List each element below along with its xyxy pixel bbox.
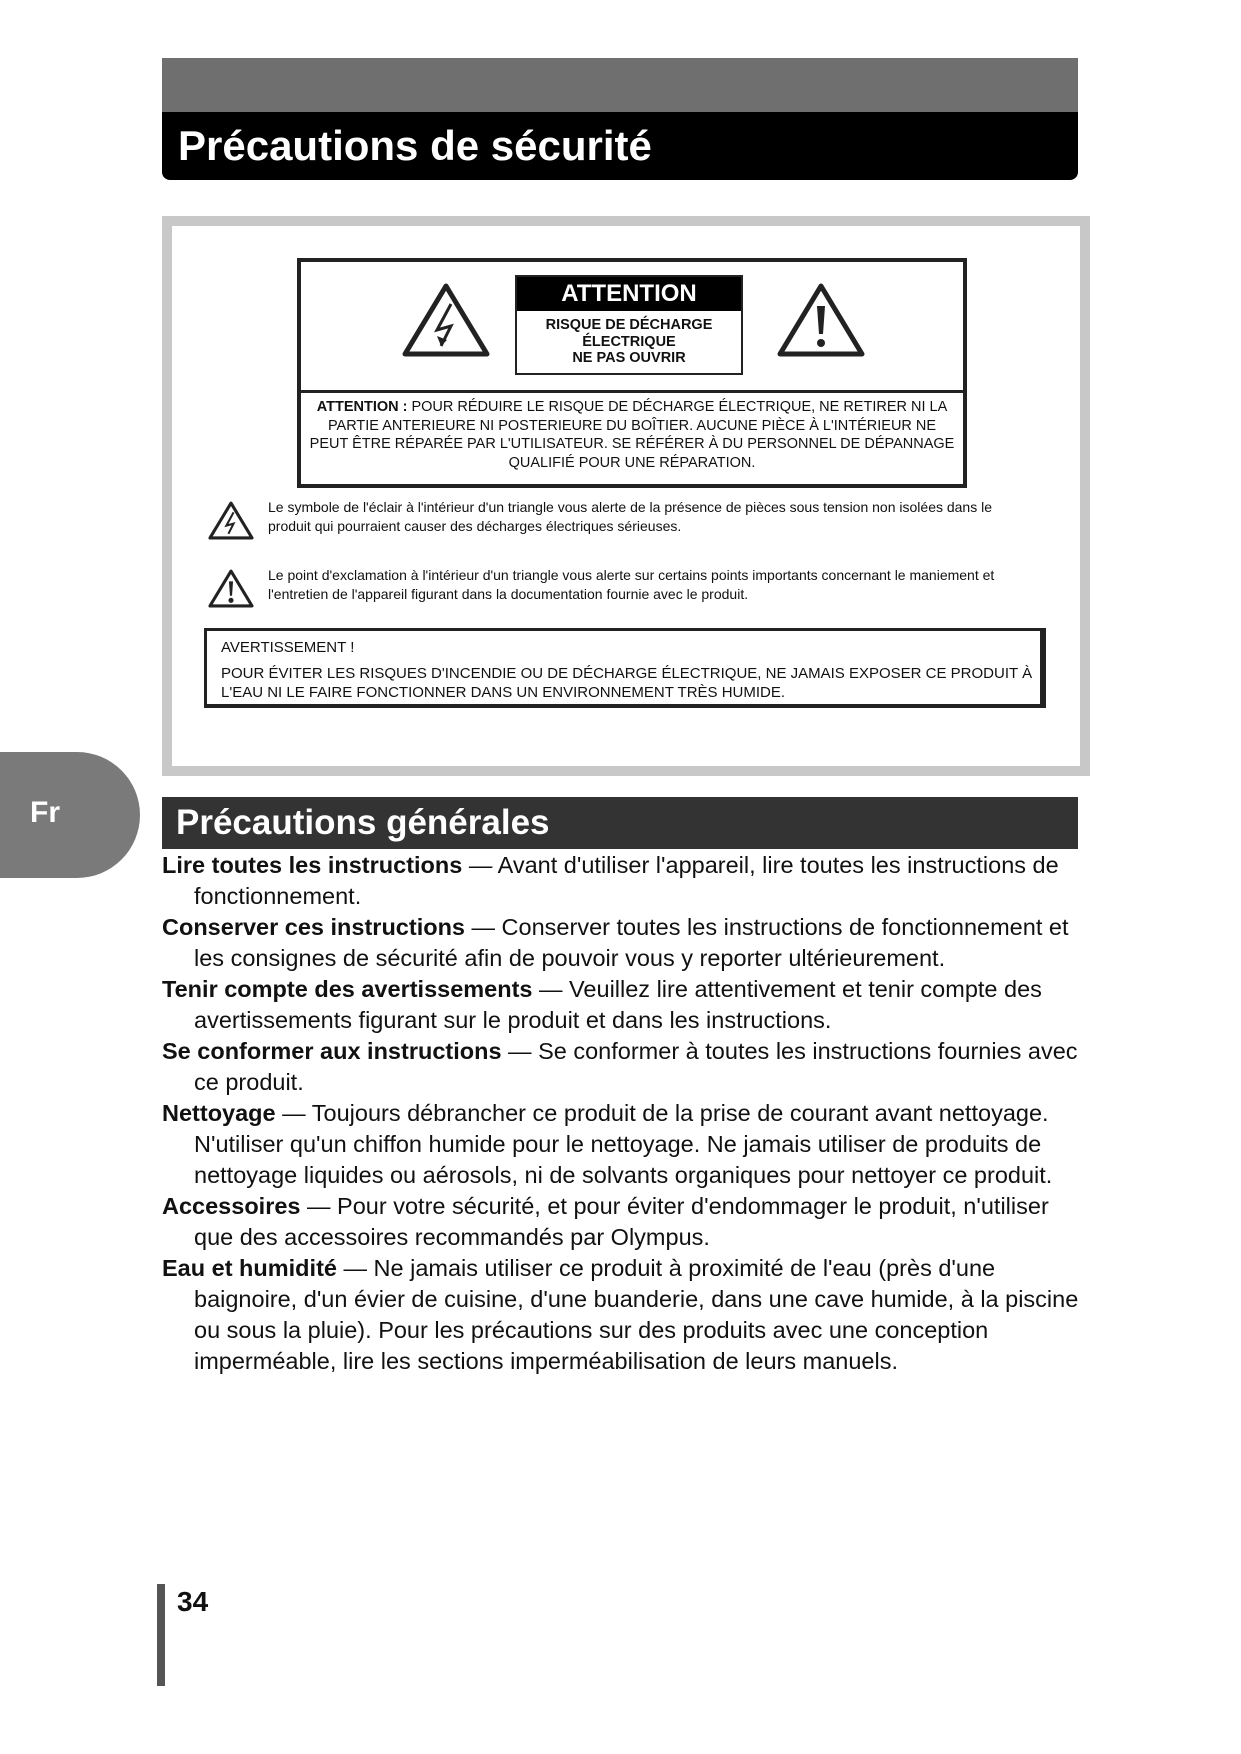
item-text: — Veuillez lire attentivement et tenir compte des avertissements figurant sur le produit et dans les instructions. [194,976,1042,1033]
exclamation-triangle-icon [207,568,255,608]
list-item [162,850,1080,912]
avertissement-box [204,628,1046,708]
header-band [162,58,1078,112]
attention-box [515,275,743,375]
exclamation-triangle-icon [776,280,866,358]
lightning-triangle-icon [207,500,255,540]
attention-paragraph [301,393,963,472]
list-item [162,1191,1080,1253]
item-term: Eau et humidité [162,1255,337,1281]
list-item [162,1098,1080,1191]
page-header [162,112,1078,180]
avertissement-label: AVERTISSEMENT ! [221,639,355,656]
item-text: — Avant d'utiliser l'appareil, lire toutes les instructions de fonctionnement. [194,852,1059,909]
list-item [162,974,1080,1036]
attention-line: RISQUE DE DÉCHARGE [545,317,713,333]
list-item [162,1036,1080,1098]
safety-warning-panel [162,216,1090,776]
avertissement-text: POUR ÉVITER LES RISQUES D'INCENDIE OU DE DÉCHARGE ÉLECTRIQUE, NE JAMAIS EXPOSER CE PRODUIT À L'EAU NI LE FAIRE FONCTIONNER DANS UN ENVIRONNEMENT TRÈS HUMIDE. [221,664,1033,701]
item-term: Nettoyage [162,1100,276,1126]
attention-lines [517,311,741,367]
page-title: Précautions de sécurité [178,122,652,169]
list-item [162,912,1080,974]
item-text: — Se conformer à toutes les instructions fournies avec ce produit. [194,1038,1078,1095]
item-text: — Conserver toutes les instructions de fonctionnement et les consignes de sécurité afin de pouvoir vous y reporter ultérieurement. [194,914,1069,971]
item-term: Lire toutes les instructions [162,852,463,878]
caution-label-box [297,258,967,488]
attention-label: ATTENTION : [316,399,408,415]
attention-text: POUR RÉDUIRE LE RISQUE DE DÉCHARGE ÉLECTRIQUE, NE RETIRER NI LA PARTIE ANTERIEURE NI POSTERIEURE DU BOÎTIER. AUCUNE PIÈCE À L'INTÉRIEUR NE PEUT ÊTRE RÉPARÉE PAR L'UTILISATEUR. SE RÉFÉRER À DU PERSONNEL DE DÉPANNAGE QUALIFIÉ POUR UNE RÉPARATION. [309,399,955,471]
list-item [162,1253,1080,1377]
language-tab [0,752,140,878]
language-tab-label: Fr [30,796,60,829]
item-text: — Pour votre sécurité, et pour éviter d'endommager le produit, n'utiliser que des accessoires recommandés par Olympus. [194,1193,1049,1250]
page-number: 34 [177,1586,209,1617]
caution-label-upper [301,262,963,393]
item-term: Conserver ces instructions [162,914,465,940]
item-term: Se conformer aux instructions [162,1038,502,1064]
lightning-triangle-icon [401,280,491,358]
item-term: Tenir compte des avertissements [162,976,533,1002]
page-number-bar [157,1584,165,1686]
item-text: — Ne jamais utiliser ce produit à proximité de l'eau (près d'une baignoire, d'un évier de cuisine, d'une buanderie, dans une cave humide, à la piscine ou sous la pluie). Pour les précautions sur des produits avec une conception imperméable, lire les sections imperméabilisation de leurs manuels. [194,1255,1079,1374]
item-text: — Toujours débrancher ce produit de la prise de courant avant nettoyage. N'utiliser qu'un chiffon humide pour le nettoyage. Ne jamais utiliser de produits de nettoyage liquides ou aérosols, ni de solvants organiques pour nettoyer ce produit. [194,1100,1053,1188]
attention-line: ÉLECTRIQUE [582,333,676,350]
item-term: Accessoires [162,1193,301,1219]
symbol-explanation-text: Le symbole de l'éclair à l'intérieur d'un triangle vous alerte de la présence de pièces sous tension non isolées dans le produit qui pourraient causer des décharges électriques sérieuses. [268,499,993,534]
symbol-explanation-text: Le point d'exclamation à l'intérieur d'un triangle vous alerte sur certains points importants concernant le maniement et l'entretien de l'appareil figurant dans la documentation fournie avec le produit. [268,567,995,602]
attention-title: ATTENTION [517,277,741,311]
precautions-list [162,850,1080,1377]
section-header [162,797,1078,849]
attention-line: NE PAS OUVRIR [572,350,686,366]
section-title: Précautions générales [176,803,550,842]
